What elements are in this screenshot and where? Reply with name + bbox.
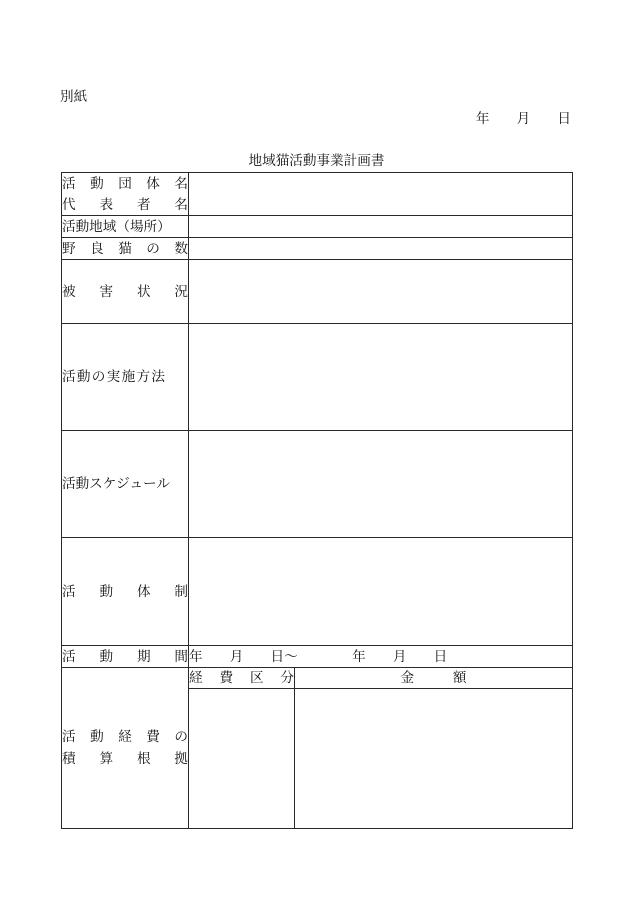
label-char: 活 — [62, 648, 76, 664]
stray-cat-count-value — [189, 238, 573, 260]
label-char: 経 — [118, 729, 132, 744]
table-row — [62, 538, 573, 646]
label-char: 動 — [90, 176, 104, 191]
implementation-method-label: 活動の実施方法 — [62, 324, 189, 431]
label-char: 区 — [249, 670, 264, 685]
table-row — [62, 238, 573, 260]
damage-status-label-cell — [62, 260, 189, 324]
stray-cat-count-label-cell — [62, 238, 189, 260]
plan-form-table — [61, 172, 573, 829]
label-char: 動 — [99, 583, 114, 599]
group-name-value — [189, 173, 573, 216]
label-char: 被 — [62, 283, 76, 299]
date-line: 年 月 日 — [475, 111, 571, 126]
label-char: 動 — [90, 729, 104, 744]
activity-schedule-value — [189, 431, 573, 538]
amount-header — [401, 670, 467, 686]
label-char: 費 — [146, 729, 160, 744]
label-char: 代 — [62, 197, 76, 212]
label-char: 積 — [62, 751, 76, 766]
label-char: 期 — [136, 648, 151, 664]
label-char: 活 — [62, 176, 76, 191]
table-row — [62, 260, 573, 324]
label-char: 体 — [146, 176, 160, 191]
activity-period-value: 年 月 日～ 年 月 日 — [189, 646, 573, 668]
table-row — [62, 216, 573, 238]
label-char: 野 — [62, 240, 76, 256]
amount-value — [295, 689, 573, 829]
label-char: 体 — [136, 583, 151, 599]
label-char: 活 — [62, 583, 76, 599]
representative-label — [62, 194, 188, 215]
activity-area-label: 活動地域（場所） — [62, 216, 189, 238]
label-char: 者 — [136, 197, 151, 212]
attachment-label: 別紙 — [60, 89, 88, 104]
label-char: 費 — [219, 670, 234, 685]
implementation-method-value — [189, 324, 573, 431]
label-char: 況 — [174, 283, 188, 299]
stray-cat-count-label — [62, 241, 188, 257]
table-row — [62, 173, 573, 216]
budget-basis-label-line2 — [62, 748, 188, 770]
label-char: 間 — [174, 648, 188, 664]
table-row — [62, 324, 573, 431]
label-char: の — [174, 729, 188, 744]
label-char: 制 — [174, 583, 188, 599]
label-char: 名 — [174, 176, 188, 191]
activity-period-label-cell — [62, 646, 189, 668]
label-char: 動 — [99, 648, 114, 664]
document-title: 地域猫活動事業計画書 — [248, 153, 385, 168]
label-char: の — [146, 240, 160, 256]
activity-period-label — [62, 649, 188, 665]
expense-category-header-cell — [189, 668, 295, 689]
label-char: 表 — [99, 197, 114, 212]
label-char: 拠 — [174, 751, 188, 766]
expense-category-header — [189, 670, 294, 686]
label-char: 猫 — [118, 240, 132, 256]
label-char: 算 — [99, 751, 114, 766]
label-char: 活 — [62, 729, 76, 744]
activity-structure-label-cell — [62, 538, 189, 646]
activity-area-value — [189, 216, 573, 238]
label-char: 分 — [280, 670, 294, 685]
damage-status-value — [189, 260, 573, 324]
label-char: 名 — [174, 197, 188, 212]
table-row — [62, 431, 573, 538]
label-char: 金 — [400, 670, 415, 685]
budget-basis-label-line1 — [62, 726, 188, 748]
label-char: 根 — [136, 751, 151, 766]
label-char: 経 — [189, 670, 203, 685]
group-and-representative-label-cell — [62, 173, 189, 216]
amount-header-cell — [295, 668, 573, 689]
activity-structure-value — [189, 538, 573, 646]
table-row — [62, 646, 573, 668]
activity-schedule-label: 活動スケジュール — [62, 431, 189, 538]
label-char: 団 — [118, 176, 132, 191]
label-char: 害 — [99, 283, 114, 299]
label-char: 良 — [90, 240, 104, 256]
label-char: 数 — [174, 240, 188, 256]
budget-basis-label-cell — [62, 668, 189, 829]
group-name-label — [62, 173, 188, 194]
activity-structure-label — [62, 584, 188, 600]
damage-status-label — [62, 284, 188, 300]
expense-category-value — [189, 689, 295, 829]
label-char: 額 — [452, 670, 467, 685]
label-char: 状 — [136, 283, 151, 299]
table-row — [62, 668, 573, 689]
